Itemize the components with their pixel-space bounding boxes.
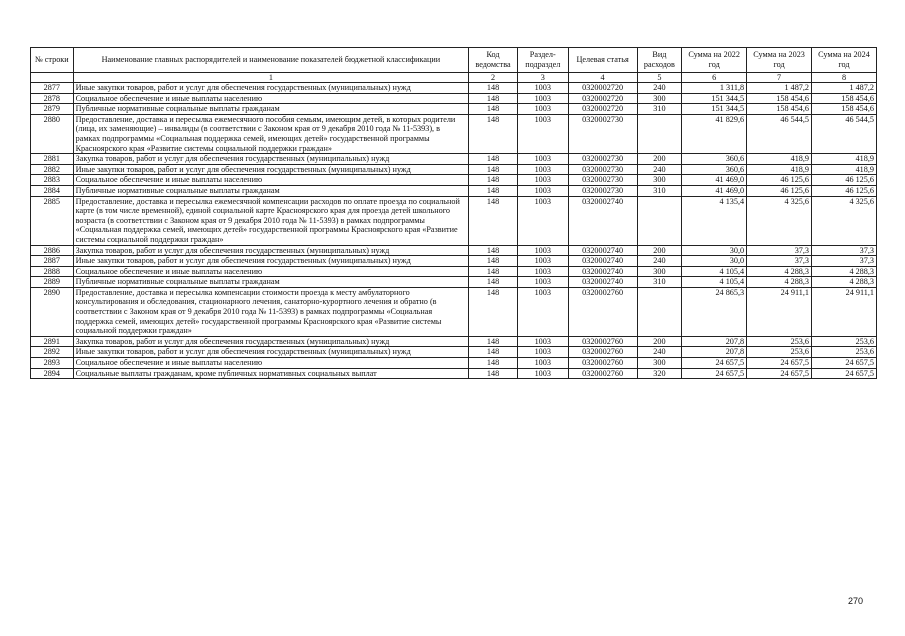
row-name: Социальное обеспечение и иные выплаты населению — [73, 358, 469, 369]
sum-2024: 46 125,6 — [812, 175, 877, 186]
column-number: 4 — [568, 73, 637, 83]
sum-2024: 46 544,5 — [812, 114, 877, 153]
expense-type — [637, 287, 682, 336]
target-article: 0320002760 — [568, 368, 637, 379]
sum-2022: 24 657,5 — [682, 358, 747, 369]
column-number-row — [31, 73, 877, 83]
row-number: 2877 — [31, 83, 74, 94]
expense-type: 310 — [637, 185, 682, 196]
sum-2022: 24 657,5 — [682, 368, 747, 379]
row-name: Иные закупки товаров, работ и услуг для обеспечения государственных (муниципальных) нужд — [73, 164, 469, 175]
table-row — [31, 83, 877, 94]
row-number: 2883 — [31, 175, 74, 186]
row-name: Социальные выплаты гражданам, кроме публичных нормативных социальных выплат — [73, 368, 469, 379]
sum-2024: 46 125,6 — [812, 185, 877, 196]
department-code: 148 — [469, 347, 518, 358]
sum-2023: 158 454,6 — [747, 93, 812, 104]
sum-2024: 253,6 — [812, 347, 877, 358]
sum-2024: 418,9 — [812, 164, 877, 175]
column-number — [31, 73, 74, 83]
section-code: 1003 — [517, 336, 568, 347]
column-number: 2 — [469, 73, 518, 83]
sum-2024: 4 288,3 — [812, 266, 877, 277]
sum-2023: 158 454,6 — [747, 104, 812, 115]
table-row — [31, 358, 877, 369]
table-row — [31, 336, 877, 347]
sum-2022: 207,8 — [682, 347, 747, 358]
row-number: 2891 — [31, 336, 74, 347]
section-code: 1003 — [517, 256, 568, 267]
department-code: 148 — [469, 277, 518, 288]
section-code: 1003 — [517, 245, 568, 256]
department-code: 148 — [469, 336, 518, 347]
sum-2023: 37,3 — [747, 245, 812, 256]
department-code: 148 — [469, 185, 518, 196]
expense-type: 240 — [637, 83, 682, 94]
header-row-number: № строки — [31, 48, 74, 73]
section-code: 1003 — [517, 287, 568, 336]
department-code: 148 — [469, 114, 518, 153]
row-number: 2889 — [31, 277, 74, 288]
department-code: 148 — [469, 175, 518, 186]
row-number: 2884 — [31, 185, 74, 196]
sum-2024: 24 657,5 — [812, 368, 877, 379]
table-row — [31, 114, 877, 153]
expense-type: 300 — [637, 266, 682, 277]
header-expense-type: Вид расходов — [637, 48, 682, 73]
sum-2023: 418,9 — [747, 164, 812, 175]
row-number: 2880 — [31, 114, 74, 153]
section-code: 1003 — [517, 358, 568, 369]
row-name: Закупка товаров, работ и услуг для обеспечения государственных (муниципальных) нужд — [73, 154, 469, 165]
table-row — [31, 287, 877, 336]
section-code: 1003 — [517, 83, 568, 94]
expense-type: 200 — [637, 245, 682, 256]
row-number: 2879 — [31, 104, 74, 115]
sum-2024: 253,6 — [812, 336, 877, 347]
sum-2024: 37,3 — [812, 256, 877, 267]
target-article: 0320002730 — [568, 185, 637, 196]
section-code: 1003 — [517, 277, 568, 288]
department-code: 148 — [469, 164, 518, 175]
expense-type — [637, 114, 682, 153]
table-row — [31, 245, 877, 256]
section-code: 1003 — [517, 175, 568, 186]
target-article: 0320002740 — [568, 245, 637, 256]
column-number: 3 — [517, 73, 568, 83]
section-code: 1003 — [517, 93, 568, 104]
row-name: Публичные нормативные социальные выплаты гражданам — [73, 104, 469, 115]
budget-table — [30, 47, 877, 379]
department-code: 148 — [469, 368, 518, 379]
target-article: 0320002760 — [568, 287, 637, 336]
header-sum-2022: Сумма на 2022 год — [682, 48, 747, 73]
table-row — [31, 93, 877, 104]
expense-type — [637, 196, 682, 245]
department-code: 148 — [469, 266, 518, 277]
expense-type: 240 — [637, 256, 682, 267]
column-number: 6 — [682, 73, 747, 83]
row-name: Социальное обеспечение и иные выплаты населению — [73, 266, 469, 277]
column-number: 7 — [747, 73, 812, 83]
row-number: 2878 — [31, 93, 74, 104]
expense-type: 200 — [637, 154, 682, 165]
target-article: 0320002740 — [568, 266, 637, 277]
target-article: 0320002720 — [568, 104, 637, 115]
sum-2023: 253,6 — [747, 336, 812, 347]
page-number: 270 — [847, 596, 863, 606]
row-name: Предоставление, доставка и пересылка компенсации стоимости проезда к месту амбулаторного консультирования и обследования, стационарного лечения, санаторно-курортного лечения и обратно (в соответствии с Законом края от 9 декабря 2010 года № 11-5393) в рамках подпрограммы «Социальная поддержка семей, имеющих детей» государственной программы Красноярского края «Развитие системы социальной поддержки граждан» — [73, 287, 469, 336]
section-code: 1003 — [517, 164, 568, 175]
table-header — [31, 48, 877, 83]
header-department-code: Код ведомства — [469, 48, 518, 73]
sum-2023: 1 487,2 — [747, 83, 812, 94]
table-row — [31, 175, 877, 186]
department-code: 148 — [469, 154, 518, 165]
expense-type: 320 — [637, 368, 682, 379]
table-row — [31, 104, 877, 115]
expense-type: 240 — [637, 347, 682, 358]
department-code: 148 — [469, 93, 518, 104]
row-name: Социальное обеспечение и иные выплаты населению — [73, 175, 469, 186]
sum-2024: 418,9 — [812, 154, 877, 165]
sum-2022: 41 469,0 — [682, 185, 747, 196]
table-row — [31, 277, 877, 288]
row-number: 2892 — [31, 347, 74, 358]
row-number: 2890 — [31, 287, 74, 336]
target-article: 0320002740 — [568, 196, 637, 245]
row-name: Иные закупки товаров, работ и услуг для обеспечения государственных (муниципальных) нужд — [73, 347, 469, 358]
sum-2022: 30,0 — [682, 245, 747, 256]
sum-2022: 360,6 — [682, 154, 747, 165]
header-sum-2023: Сумма на 2023 год — [747, 48, 812, 73]
sum-2022: 41 469,0 — [682, 175, 747, 186]
row-name: Публичные нормативные социальные выплаты гражданам — [73, 277, 469, 288]
header-target-article: Целевая статья — [568, 48, 637, 73]
expense-type: 200 — [637, 336, 682, 347]
row-number: 2893 — [31, 358, 74, 369]
sum-2023: 37,3 — [747, 256, 812, 267]
target-article: 0320002740 — [568, 277, 637, 288]
sum-2024: 4 288,3 — [812, 277, 877, 288]
expense-type: 240 — [637, 164, 682, 175]
sum-2022: 151 344,5 — [682, 104, 747, 115]
target-article: 0320002740 — [568, 256, 637, 267]
row-name: Закупка товаров, работ и услуг для обеспечения государственных (муниципальных) нужд — [73, 245, 469, 256]
target-article: 0320002730 — [568, 154, 637, 165]
header-section: Раздел-подраздел — [517, 48, 568, 73]
target-article: 0320002760 — [568, 336, 637, 347]
sum-2024: 24 657,5 — [812, 358, 877, 369]
sum-2023: 418,9 — [747, 154, 812, 165]
sum-2023: 253,6 — [747, 347, 812, 358]
sum-2022: 41 829,6 — [682, 114, 747, 153]
table-row — [31, 185, 877, 196]
sum-2024: 37,3 — [812, 245, 877, 256]
target-article: 0320002730 — [568, 114, 637, 153]
sum-2022: 360,6 — [682, 164, 747, 175]
column-number: 1 — [73, 73, 469, 83]
sum-2022: 4 105,4 — [682, 277, 747, 288]
target-article: 0320002720 — [568, 83, 637, 94]
row-number: 2886 — [31, 245, 74, 256]
section-code: 1003 — [517, 196, 568, 245]
section-code: 1003 — [517, 347, 568, 358]
target-article: 0320002730 — [568, 164, 637, 175]
department-code: 148 — [469, 287, 518, 336]
table-row — [31, 196, 877, 245]
target-article: 0320002760 — [568, 347, 637, 358]
target-article: 0320002760 — [568, 358, 637, 369]
section-code: 1003 — [517, 368, 568, 379]
table-row — [31, 266, 877, 277]
row-number: 2882 — [31, 164, 74, 175]
sum-2023: 24 657,5 — [747, 368, 812, 379]
target-article: 0320002720 — [568, 93, 637, 104]
row-number: 2885 — [31, 196, 74, 245]
row-number: 2894 — [31, 368, 74, 379]
sum-2023: 46 125,6 — [747, 175, 812, 186]
department-code: 148 — [469, 358, 518, 369]
sum-2024: 24 911,1 — [812, 287, 877, 336]
row-name: Иные закупки товаров, работ и услуг для обеспечения государственных (муниципальных) нужд — [73, 256, 469, 267]
expense-type: 300 — [637, 358, 682, 369]
row-number: 2881 — [31, 154, 74, 165]
section-code: 1003 — [517, 114, 568, 153]
row-number: 2887 — [31, 256, 74, 267]
section-code: 1003 — [517, 154, 568, 165]
sum-2023: 4 288,3 — [747, 277, 812, 288]
sum-2022: 151 344,5 — [682, 93, 747, 104]
table-row — [31, 368, 877, 379]
department-code: 148 — [469, 83, 518, 94]
sum-2022: 207,8 — [682, 336, 747, 347]
sum-2022: 1 311,8 — [682, 83, 747, 94]
sum-2023: 46 125,6 — [747, 185, 812, 196]
sum-2023: 46 544,5 — [747, 114, 812, 153]
expense-type: 300 — [637, 93, 682, 104]
sum-2024: 4 325,6 — [812, 196, 877, 245]
sum-2022: 4 135,4 — [682, 196, 747, 245]
department-code: 148 — [469, 245, 518, 256]
row-name: Предоставление, доставка и пересылка ежемесячного пособия семьям, имеющим детей, в которых родители (лица, их заменяющие) – инвалиды (в соответствии с Законом края от 9 декабря 2010 года № 11-5393), в рамках подпрограммы «Социальная поддержка семей, имеющих детей» государственной программы Красноярского края «Развитие системы социальной поддержки граждан» — [73, 114, 469, 153]
department-code: 148 — [469, 196, 518, 245]
column-number: 5 — [637, 73, 682, 83]
sum-2023: 4 288,3 — [747, 266, 812, 277]
row-number: 2888 — [31, 266, 74, 277]
table-body — [31, 83, 877, 379]
sum-2023: 24 657,5 — [747, 358, 812, 369]
expense-type: 310 — [637, 277, 682, 288]
column-number: 8 — [812, 73, 877, 83]
row-name: Закупка товаров, работ и услуг для обеспечения государственных (муниципальных) нужд — [73, 336, 469, 347]
sum-2024: 1 487,2 — [812, 83, 877, 94]
department-code: 148 — [469, 104, 518, 115]
expense-type: 300 — [637, 175, 682, 186]
sum-2022: 30,0 — [682, 256, 747, 267]
table-row — [31, 154, 877, 165]
target-article: 0320002730 — [568, 175, 637, 186]
row-name: Иные закупки товаров, работ и услуг для обеспечения государственных (муниципальных) нужд — [73, 83, 469, 94]
section-code: 1003 — [517, 104, 568, 115]
sum-2023: 4 325,6 — [747, 196, 812, 245]
sum-2022: 4 105,4 — [682, 266, 747, 277]
row-name: Социальное обеспечение и иные выплаты населению — [73, 93, 469, 104]
row-name: Предоставление, доставка и пересылка ежемесячной компенсации расходов по оплате проезда по социальной карте (в том числе временной), единой социальной карте Красноярского края для проезда детей школьного возраста (в соответствии с Законом края от 9 декабря 2010 года № 11-5393) в рамках подпрограммы «Социальная поддержка семей, имеющих детей» государственной программы Красноярского края «Развитие системы социальной поддержки граждан» — [73, 196, 469, 245]
sum-2024: 158 454,6 — [812, 93, 877, 104]
table-row — [31, 164, 877, 175]
table-row — [31, 256, 877, 267]
sum-2024: 158 454,6 — [812, 104, 877, 115]
department-code: 148 — [469, 256, 518, 267]
expense-type: 310 — [637, 104, 682, 115]
row-name: Публичные нормативные социальные выплаты гражданам — [73, 185, 469, 196]
sum-2023: 24 911,1 — [747, 287, 812, 336]
sum-2022: 24 865,3 — [682, 287, 747, 336]
section-code: 1003 — [517, 266, 568, 277]
table-row — [31, 347, 877, 358]
header-sum-2024: Сумма на 2024 год — [812, 48, 877, 73]
section-code: 1003 — [517, 185, 568, 196]
header-name: Наименование главных распорядителей и наименование показателей бюджетной классификации — [73, 48, 469, 73]
